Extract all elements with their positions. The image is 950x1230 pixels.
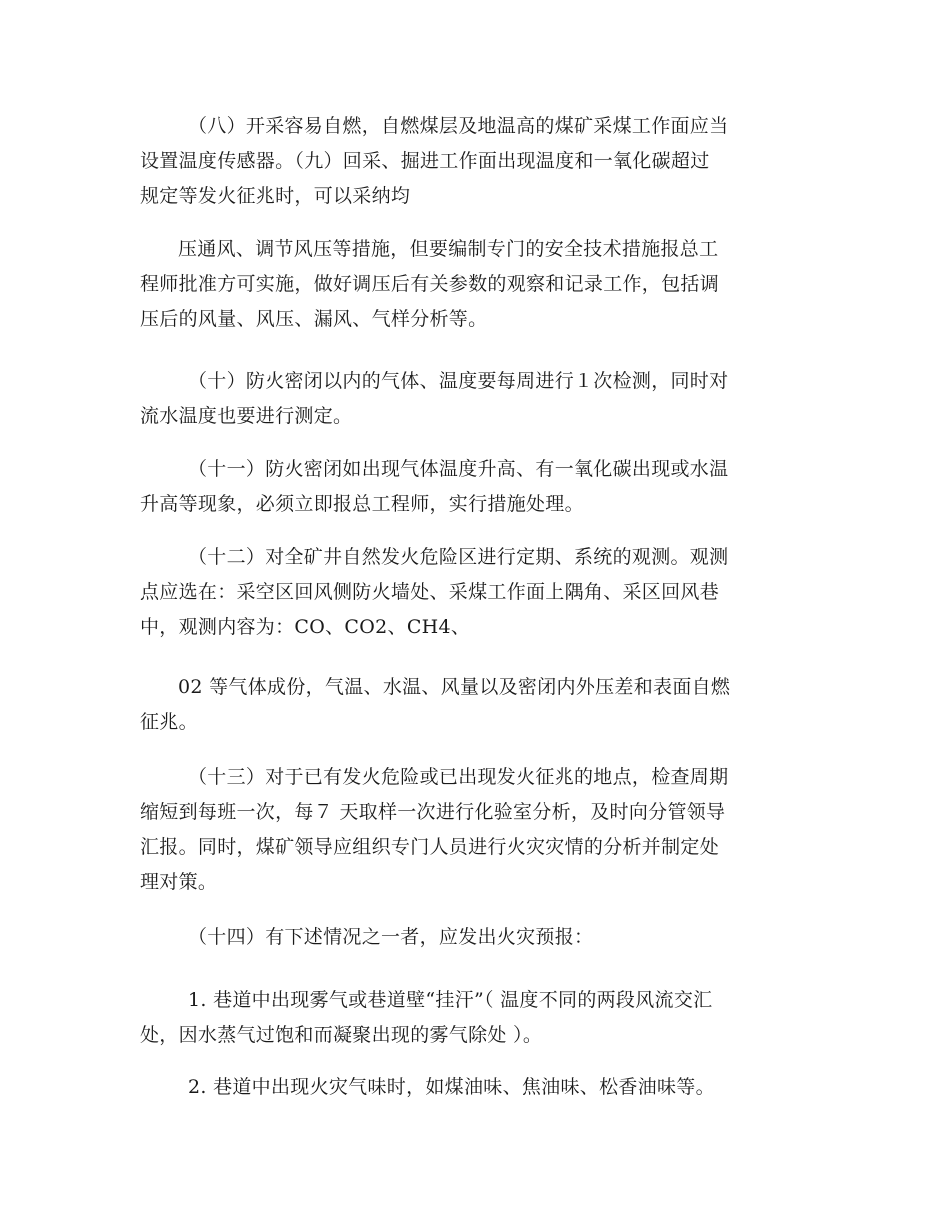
text-line: （十）防火密闭以内的气体、温度要每周进行１次检测，同时对	[188, 370, 729, 392]
paragraph-10	[140, 364, 820, 434]
paragraph-14	[140, 920, 820, 955]
text-line: 中，观测内容为：CO、CO2、CH4、	[140, 616, 471, 638]
text-line: 处，因水蒸气过饱和而凝聚出现的雾气除处 ）。	[140, 1024, 543, 1046]
text-line: 压通风、调节风压等措施，但要编制专门的安全技术措施报总工	[178, 238, 719, 260]
text-line: 2. 巷道中出现火灾气味时，如煤油味、焦油味、松香油味等。	[188, 1076, 715, 1098]
paragraph-gas-components	[140, 670, 820, 740]
paragraph-12	[140, 540, 820, 645]
text-line: 理对策。	[140, 871, 218, 893]
text-line: 流水温度也要进行测定。	[140, 405, 353, 427]
text-line: 1. 巷道中出现雾气或巷道壁“挂汗”（ 温度不同的两段风流交汇	[188, 989, 713, 1011]
text-line: （十一）防火密闭如出现气体温度升高、有一氧化碳出现或水温	[188, 458, 729, 480]
paragraph-13	[140, 760, 820, 900]
list-item-1	[140, 983, 820, 1053]
text-line: 缩短到每班一次，每７ 天取样一次进行化验室分析，及时向分管领导	[140, 801, 726, 823]
text-line: 设置温度传感器。（九）回采、掘进工作面出现温度和一氧化碳超过	[140, 150, 710, 172]
text-line: 规定等发火征兆时，可以采纳均	[140, 185, 411, 207]
text-line: （十三）对于已有发火危险或已出现发火征兆的地点，检查周期	[188, 766, 729, 788]
text-line: 程师批准方可实施，做好调压后有关参数的观察和记录工作，包括调	[140, 273, 720, 295]
text-line: 汇报。同时，煤矿领导应组织专门人员进行火灾灾情的分析并制定处	[140, 836, 720, 858]
paragraph-8-9	[140, 109, 820, 214]
paragraph-11	[140, 452, 820, 522]
text-line: 02 等气体成份，气温、水温、风量以及密闭内外压差和表面自燃	[178, 676, 731, 698]
list-item-2	[140, 1070, 820, 1105]
paragraph-pressure-ventilation	[140, 232, 820, 337]
text-line: 点应选在：采空区回风侧防火墙处、采煤工作面上隅角、采区回风巷	[140, 581, 720, 603]
text-line: （十二）对全矿井自然发火危险区进行定期、系统的观测。观测	[188, 546, 729, 568]
text-line: 征兆。	[140, 711, 198, 733]
text-line: 压后的风量、风压、漏风、气样分析等。	[140, 308, 488, 330]
text-line: （十四）有下述情况之一者，应发出火灾预报：	[188, 926, 594, 948]
text-line: 升高等现象，必须立即报总工程师，实行措施处理。	[140, 493, 584, 515]
text-line: （八）开采容易自燃，自燃煤层及地温高的煤矿采煤工作面应当	[188, 115, 729, 137]
